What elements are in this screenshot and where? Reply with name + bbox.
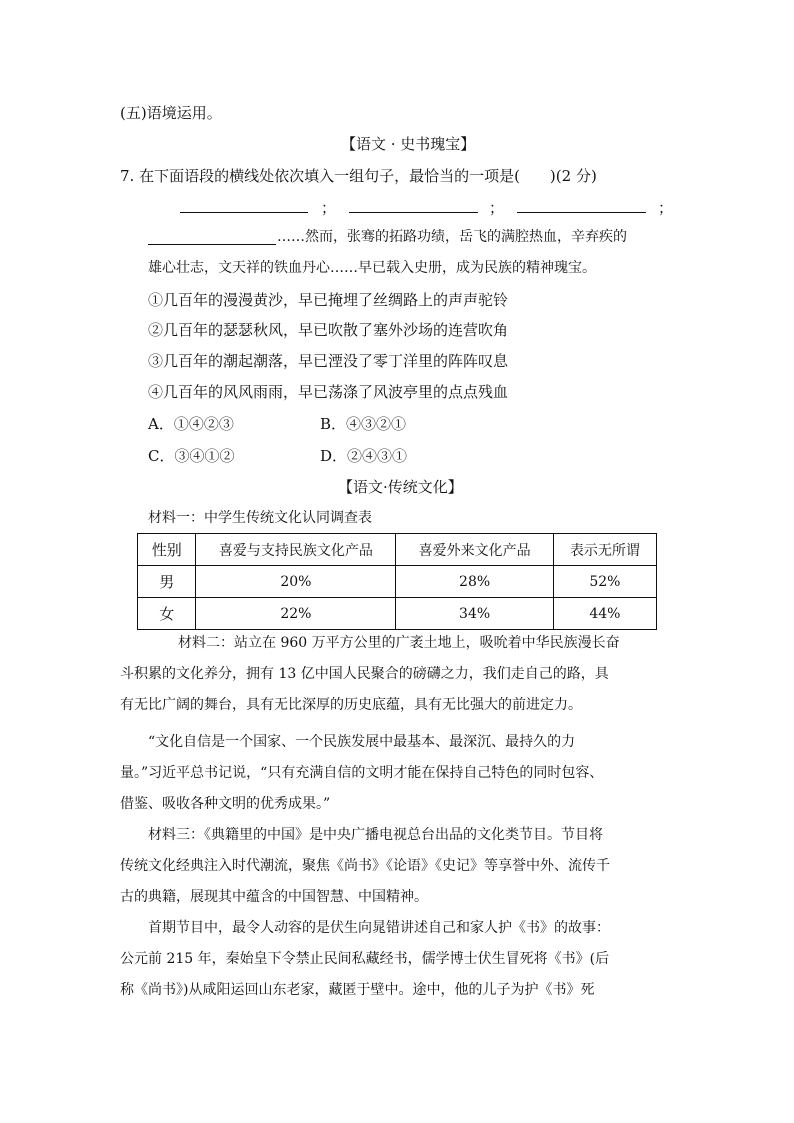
separator-3: ； <box>658 199 674 217</box>
story-line: 公元前 215 年，秦始皇下令禁止民间私藏经书，儒学博士伏生冒死将《书》(后 <box>120 951 610 967</box>
passage-line-3: 雄心壮志，文天祥的铁血丹心……早已载入史册，成为民族的精神瑰宝。 <box>148 260 596 276</box>
table-cell: 女 <box>138 598 196 630</box>
material-3-line: 古的典籍，展现其中蕴含的中国智慧、中国精神。 <box>120 889 428 905</box>
fill-blank-1 <box>180 197 308 217</box>
passage-line-2: ……然而，张骞的拓路功绩，岳飞的满腔热血，辛弃疾的 <box>277 229 627 245</box>
separator-1: ； <box>321 199 337 217</box>
fill-blank-3 <box>517 197 646 217</box>
table-row <box>138 598 657 630</box>
section-heading: (五)语境运用。 <box>120 104 222 122</box>
table-cell: 44% <box>553 598 656 630</box>
table-row <box>138 566 657 598</box>
table-cell: 34% <box>396 598 553 630</box>
question-7: 7. 在下面语段的横线处依次填入一组句子，最恰当的一项是( )(2 分) <box>120 167 597 185</box>
table-header-cell: 表示无所谓 <box>553 534 656 566</box>
story-line: 称《尚书》)从咸阳运回山东老家，藏匿于壁中。途中，他的儿子为护《书》死 <box>120 982 595 998</box>
material-2-line: 有无比广阔的舞台，具有无比深厚的历史底蕴，具有无比强大的前进定力。 <box>120 697 582 713</box>
table-header-row <box>138 534 657 566</box>
choice-item-3: ③几百年的潮起潮落，早已湮没了零丁洋里的阵阵叹息 <box>148 352 509 370</box>
table-cell: 20% <box>196 566 396 598</box>
fill-blank-2 <box>349 197 478 217</box>
table-header-cell: 喜爱与支持民族文化产品 <box>196 534 396 566</box>
quote-line: “文化自信是一个国家、一个民族发展中最基本、最深沉、最持久的力 <box>148 734 576 750</box>
material-3-line: 材料三：《典籍里的中国》是中央广播电视总台出品的文化类节目。节目将 <box>148 827 603 843</box>
option-a: A．①④②③ <box>148 415 234 433</box>
quote-line: 借鉴、吸收各种文明的优秀成果。” <box>120 796 331 812</box>
block2-title: 【语文·传统文化】 <box>338 478 463 496</box>
choice-item-4: ④几百年的风风雨雨，早已荡涤了风波亭里的点点残血 <box>148 383 509 401</box>
table-cell: 22% <box>196 598 396 630</box>
choice-item-1: ①几百年的漫漫黄沙，早已掩埋了丝绸路上的声声驼铃 <box>148 291 509 309</box>
material-3-line: 传统文化经典注入时代潮流，聚焦《尚书》《论语》《史记》等享誉中外、流传千 <box>120 858 610 874</box>
fill-blank-4 <box>148 229 276 249</box>
survey-table <box>137 533 657 630</box>
material-2-line: 材料二：站立在 960 万平方公里的广袤土地上，吸吮着中华民族漫长奋 <box>178 635 620 651</box>
story-line: 首期节目中，最令人动容的是伏生向晁错讲述自己和家人护《书》的故事： <box>148 920 610 936</box>
option-c: C．③④①② <box>148 447 235 465</box>
quote-line: 量。”习近平总书记说，“只有充满自信的文明才能在保持自己特色的同时包容、 <box>120 765 604 781</box>
separator-2: ； <box>489 199 505 217</box>
material-2-line: 斗积累的文化养分，拥有 13 亿中国人民聚合的磅礴之力，我们走自己的路，具 <box>120 666 609 682</box>
table-cell: 男 <box>138 566 196 598</box>
option-d: D．②④③① <box>320 447 408 465</box>
table-header-cell: 喜爱外来文化产品 <box>396 534 553 566</box>
table-cell: 52% <box>553 566 656 598</box>
choice-item-2: ②几百年的瑟瑟秋风，早已吹散了塞外沙场的连营吹角 <box>148 321 509 339</box>
option-b: B．④③②① <box>320 415 407 433</box>
block1-title: 【语文 · 史书瑰宝】 <box>341 135 476 153</box>
table-header-cell: 性别 <box>138 534 196 566</box>
table-cell: 28% <box>396 566 553 598</box>
material-1-label: 材料一：中学生传统文化认同调查表 <box>148 510 372 526</box>
